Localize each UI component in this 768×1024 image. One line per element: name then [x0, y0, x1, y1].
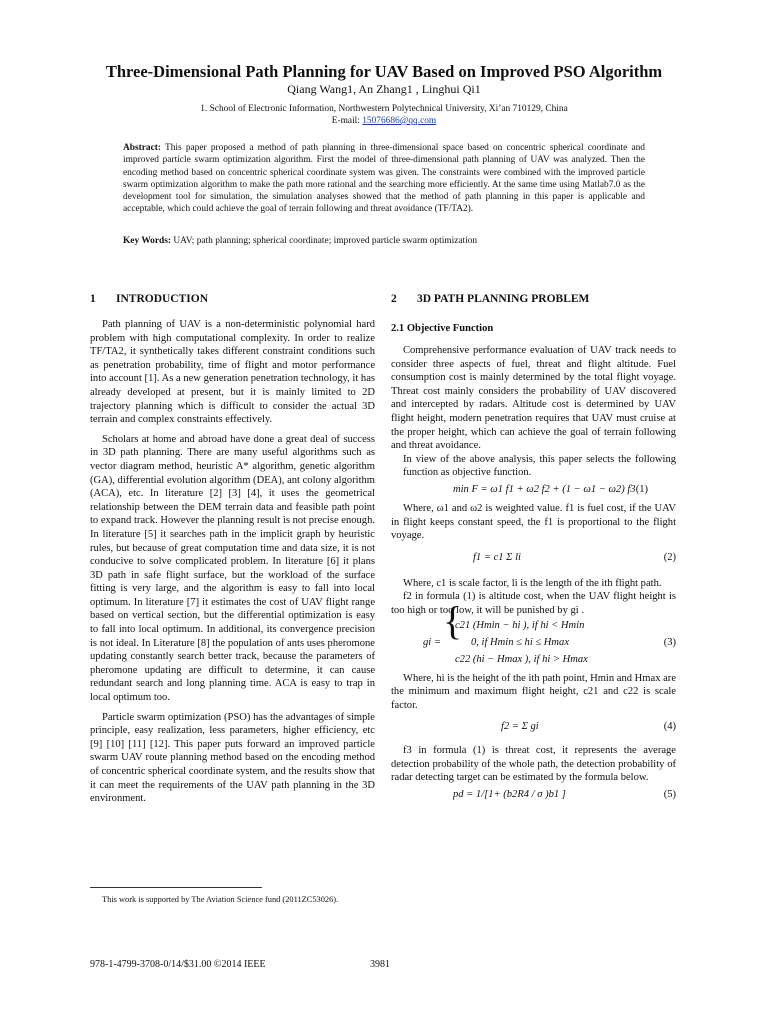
- page-number: 3981: [370, 959, 390, 970]
- body-paragraph: Where, ω1 and ω2 is weighted value. f1 is fuel cost, if the UAV in flight keeps constant speed, the f1 is proportional to the flight voyage.: [391, 502, 676, 542]
- abstract-label: Abstract:: [123, 143, 162, 153]
- equation-5: [391, 785, 676, 807]
- equation-number: (5): [663, 789, 676, 801]
- equation-number: (4): [663, 721, 676, 733]
- section-number: 1: [90, 293, 96, 305]
- equation-case: 0, if Hmin ≤ hi ≤ Hmax: [471, 636, 569, 648]
- section-heading-introduction: [90, 293, 208, 305]
- paper-title: Three-Dimensional Path Planning for UAV Based on Improved PSO Algorithm: [105, 62, 663, 81]
- body-paragraph: Comprehensive performance evaluation of UAV track needs to consider three aspects of fuel, threat and flight altitude. Fuel consumption cost is mainly determined by the total flight voyage. Threat cost mainly considers the probability of UAV discovered and intercepted by radars. Altitude cost is determined by UAV flight height, modern penetration requires that UAV must cruise at the proper height, which can achieve the goal of terrain following and threat avoidance.: [391, 345, 676, 452]
- equation-2: [391, 543, 676, 577]
- keywords-text: UAV; path planning; spherical coordinate; improved particle swarm optimization: [171, 236, 478, 246]
- section-heading-3d-path-planning: [391, 293, 589, 305]
- equation-1: [391, 480, 676, 502]
- equation-4: [391, 712, 676, 744]
- equation-lhs: gi =: [423, 636, 441, 648]
- equation-number: (1): [635, 483, 648, 495]
- section-number: 2: [391, 293, 397, 305]
- keywords: [123, 236, 645, 246]
- equation-body: f1 = c1 Σ li: [473, 551, 521, 563]
- email-link[interactable]: 15076686@qq.com: [362, 116, 437, 126]
- body-paragraph: In view of the above analysis, this paper selects the following function as objective function.: [403, 453, 676, 479]
- equation-number: (2): [663, 551, 676, 563]
- subsection-heading-objective-function: 2.1 Objective Function: [391, 323, 494, 334]
- right-column: [391, 344, 676, 807]
- left-column: [90, 318, 375, 806]
- abstract: [123, 142, 645, 216]
- equation-case: c22 (hi − Hmax ), if hi > Hmax: [455, 653, 588, 665]
- section-title: 3D PATH PLANNING PROBLEM: [417, 293, 590, 305]
- equation-case: c21 (Hmin − hi ), if hi < Hmin: [455, 619, 585, 631]
- email-line: [0, 116, 768, 126]
- equation-number: (3): [663, 636, 676, 648]
- body-paragraph: f3 in formula (1) is threat cost, it represents the average detection probability of the whole path, the detection probability of radar detecting target can be estimated by the formula below.: [391, 745, 676, 784]
- email-label: E-mail:: [331, 116, 363, 126]
- body-paragraph: Where, hi is the height of the ith path point, Hmin and Hmax are the minimum and maximum flight height, c21 and c22 is scale factor.: [391, 672, 676, 711]
- author-list: Qiang Wang1, An Zhang1 , Linghui Qi1: [287, 82, 481, 96]
- intro-paragraph: Particle swarm optimization (PSO) has the advantages of simple principle, easy realization, less parameters, higher efficiency, etc [9] [10] [11] [12]. This paper puts forward an improved particle swarm UAV route planning method based on the encoding method of concentric spherical coordinate system, and the results show that it can meet the requirements of the UAV path planning in the 3D environment.: [90, 711, 375, 805]
- equation-body: f2 = Σ gi: [501, 721, 539, 733]
- brace-icon: {: [443, 597, 463, 643]
- footnote-divider: [90, 887, 262, 888]
- equation-body: min F = ω1 f1 + ω2 f2 + (1 − ω1 − ω2) f3: [453, 483, 636, 495]
- body-paragraph: Where, c1 is scale factor, li is the length of the ith flight path.: [403, 577, 662, 589]
- abstract-text: This paper proposed a method of path planning in three-dimensional space based on concentric spherical coordinate and improved particle swarm optimization algorithm. First the model of three-dimensional path planning of UAV was analyzed. Then the encoding method based on concentric spherical coordinate system was given. The constraints were combined with the improved particle swarm optimization algorithm to make the path more rational and the searching more efficiently. At the same time using Matlab7.0 as the development tool for simulation, the simulation analyses showed that the method of path planning in this paper is applicable and acceptable, which could achieve the goal of terrain following and threat avoidance (TF/TA2).: [123, 143, 645, 215]
- footnote: This work is supported by The Aviation Science fund (2011ZC53026).: [102, 895, 339, 904]
- body-paragraph: f2 in formula (1) is altitude cost, when the UAV flight height is too high or too low, it will be punished by gi .: [391, 591, 676, 616]
- intro-paragraph: Scholars at home and abroad have done a great deal of success in 3D path planning. There are many useful algorithms such as vector diagram method, heuristic A* algorithm, genetic algorithm (GA), differential evolution algorithm (DEA), ant colony algorithm (ACA), etc. In literature [2] [3] [4], it uses the geometrical relationship between the DEM terrain data and feasible path point to expand track. However the planning result is not precise enough. In literature [5] it searches path in the implicit graph by heuristic rules, but because of great computation time and data size, it is not conducive to solve complicated problem. In literature [6] it plans 3D path in safe flight surface, but the workload of the surface fitting is very large, and the algorithm is easy to fall into local optimum. In literature [7] it estimates the cost of UAV flight range based on vertical section, but the differential optimization is easy to fall into local optimum. In additional, its convergence precision is not ideal. In Literature [8] the population of ants uses pheromone updating constantly search better track, because the parameters of pheromone updating are difficult to determine, it can cause redundant search and long planning time. ACA is easy to trap in local optimum too.: [90, 433, 375, 704]
- keywords-label: Key Words:: [123, 236, 172, 246]
- equation-body: pd = 1/[1+ (b2R4 / σ )b1 ]: [453, 789, 566, 801]
- intro-paragraph: Path planning of UAV is a non-deterministic polynomial hard problem with high computational complexity. In order to realize TF/TA2, it synthetically takes different constraint conditions such as penetration probability, time of flight and motor performance into account [1]. As a new generation penetration technology, it has already developed at present, but it is mainly limited to 2D trajectory planning which is difficult to consider the actual 3D terrain and complex constraints effectively.: [90, 319, 375, 426]
- affiliation: 1. School of Electronic Information, Northwestern Polytechnical University, Xi’an 710129, China: [200, 104, 568, 114]
- section-title: INTRODUCTION: [116, 293, 209, 305]
- isbn-copyright: 978-1-4799-3708-0/14/$31.00 ©2014 IEEE: [90, 959, 266, 970]
